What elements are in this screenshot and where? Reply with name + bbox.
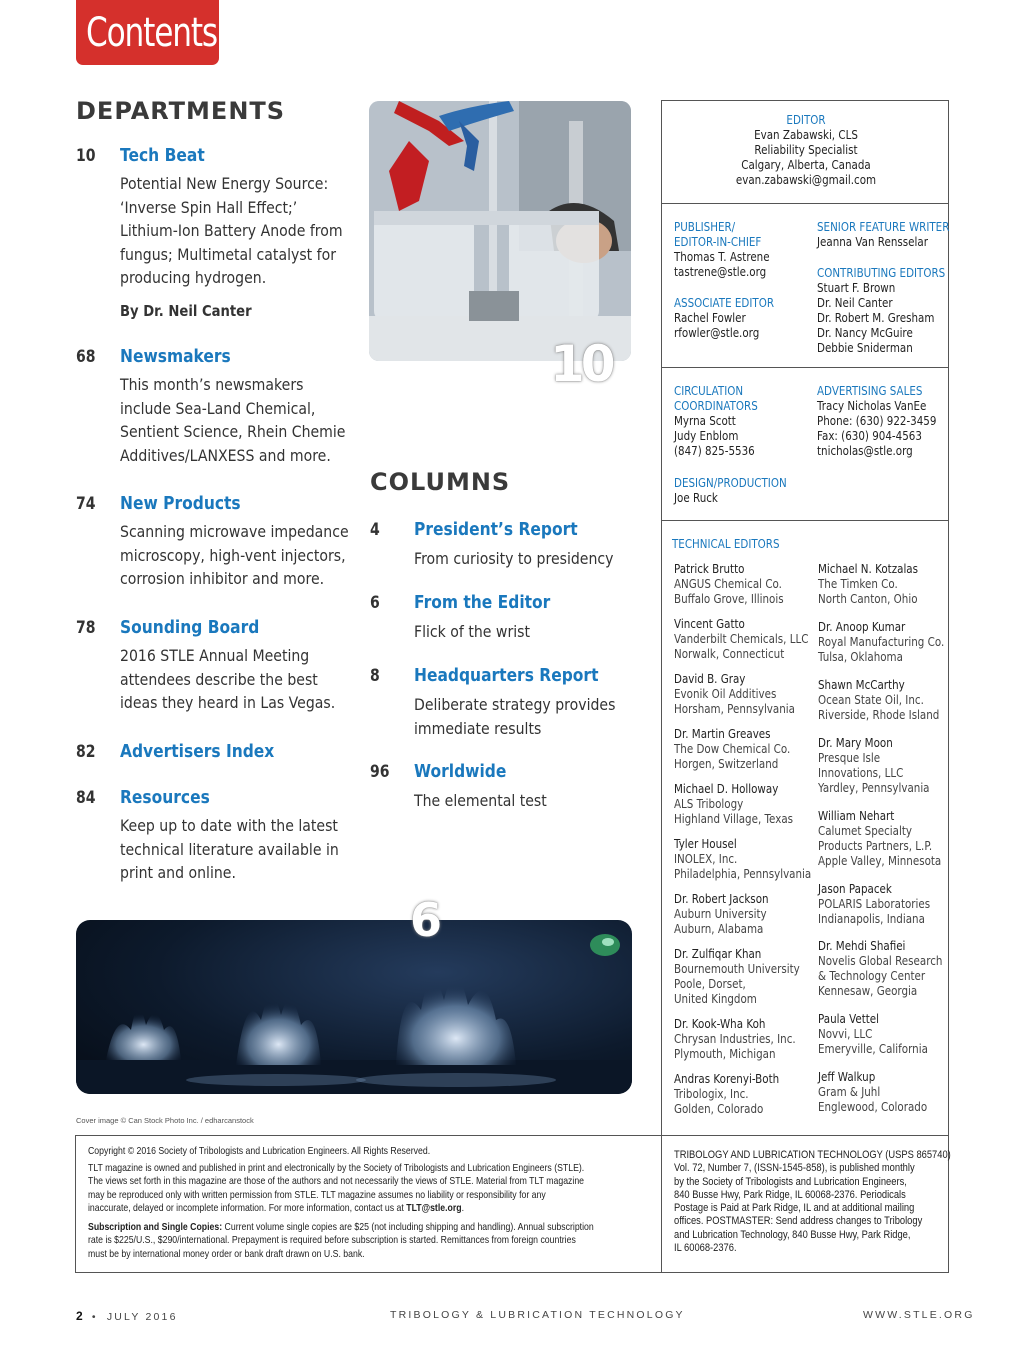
- editor-affiliation: Chrysan Industries, Inc.: [674, 1032, 796, 1046]
- copyright-text: may be reproduced only with written permission from STLE. TLT magazine assumes no liability or responsibility for any: [88, 1188, 546, 1201]
- contributing-line: Dr. Nancy McGuire: [817, 326, 913, 340]
- desc-line: Flick of the wrist: [414, 622, 530, 641]
- column-title[interactable]: Headquarters Report: [414, 665, 599, 686]
- editor-name: Dr. Anoop Kumar: [818, 620, 906, 634]
- editor-email[interactable]: evan.zabawski@gmail.com: [735, 173, 877, 187]
- tech-editor-entry: [818, 1012, 946, 1057]
- circulation-label: CIRCULATION: [674, 384, 744, 398]
- desc-line: corrosion inhibitor and more.: [120, 569, 325, 588]
- editor-affiliation: ANGUS Chemical Co.: [674, 577, 782, 591]
- dept-title[interactable]: Newsmakers: [120, 346, 231, 367]
- tech-editor-entry: [674, 672, 815, 717]
- tech-editor-entry: [818, 1070, 945, 1115]
- publication-line: and Lubrication Technology, 840 Busse Hwy, Park Ridge,: [674, 1228, 911, 1241]
- editor-location: Emeryville, California: [818, 1042, 928, 1056]
- circulation-line: Myrna Scott: [674, 414, 736, 428]
- subscription-text: rate is $225/U.S., $290/international. Prepayment is required before subscription is started. Remittances from foreign countries: [88, 1234, 576, 1247]
- desc-line: Potential New Energy Source:: [120, 174, 329, 193]
- tech-editor-entry: [818, 809, 961, 869]
- column-title[interactable]: From the Editor: [414, 592, 551, 613]
- publication-line: Postage is Paid at Park Ridge, IL and at additional mailing: [674, 1202, 915, 1215]
- page-number: 84: [76, 788, 96, 807]
- divider: [662, 203, 948, 204]
- editor-name: Michael N. Kotzalas: [818, 562, 919, 576]
- desc-line: immediate results: [414, 718, 542, 738]
- publication-line: offices. POSTMASTER: Send address changes to Tribology: [674, 1215, 923, 1228]
- associate-email[interactable]: rfowler@stle.org: [674, 326, 760, 340]
- editor-location: Yardley, Pennsylvania: [818, 781, 930, 795]
- editor-affiliation: Ocean State Oil, Inc.: [818, 693, 924, 707]
- column-description: [414, 620, 654, 644]
- editor-location: Apple Valley, Minnesota: [818, 854, 942, 868]
- advertising-email[interactable]: tnicholas@stle.org: [817, 444, 913, 458]
- publisher-label: PUBLISHER/: [674, 220, 736, 234]
- contributing-editors-block: [817, 266, 966, 356]
- editor-name: Jason Papacek: [818, 882, 892, 896]
- desc-line: technical literature available in: [120, 839, 339, 859]
- dept-description: [120, 373, 390, 467]
- senior-line: Jeanna Van Rensselar: [817, 235, 928, 249]
- desc-line: 2016 STLE Annual Meeting: [120, 646, 310, 665]
- lab-equipment-illustration: [369, 101, 631, 361]
- copyright-text: inaccurate, delayed or incomplete information. For more information, contact us at: [88, 1201, 404, 1214]
- contact-email[interactable]: TLT@stle.org: [406, 1201, 462, 1214]
- tech-editor-entry: [674, 1017, 815, 1062]
- subscription-label: Subscription and Single Copies:: [88, 1221, 223, 1233]
- tech-editor-entry: [674, 837, 834, 882]
- tech-editor-entry: [818, 562, 934, 607]
- publication-statement: [674, 1149, 951, 1255]
- editor-name: Andras Korenyi-Both: [674, 1072, 780, 1086]
- editor-line: Evan Zabawski, CLS: [754, 128, 858, 142]
- page-number: 96: [370, 762, 390, 781]
- footer-left: [76, 1309, 178, 1323]
- copyright-text: The views set forth in this magazine are those of the authors and not necessarily the views of STLE. Material from TLT magazine: [88, 1175, 585, 1188]
- footer-website[interactable]: WWW.STLE.ORG: [863, 1309, 975, 1321]
- tech-editor-entry: [818, 882, 948, 927]
- dept-title[interactable]: Advertisers Index: [120, 741, 275, 762]
- editor-location: Philadelphia, Pennsylvania: [674, 867, 812, 881]
- editor-affiliation: POLARIS Laboratories: [818, 897, 931, 911]
- dept-title[interactable]: Resources: [120, 787, 210, 808]
- subscription-paragraph: [88, 1221, 594, 1261]
- editor-name: David B. Gray: [674, 672, 746, 686]
- editor-affiliation: ALS Tribology: [674, 797, 744, 811]
- page-number: 4: [370, 520, 380, 539]
- desc-line: Additives/LANXESS and more.: [120, 445, 331, 465]
- column-title[interactable]: Worldwide: [414, 761, 507, 782]
- editor-location: Tulsa, Oklahoma: [818, 650, 903, 664]
- dept-title[interactable]: Tech Beat: [120, 145, 205, 166]
- advertising-line: Phone: (630) 922-3459: [817, 414, 937, 428]
- page-number: 82: [76, 742, 96, 761]
- editor-line: Reliability Specialist: [754, 143, 858, 157]
- desc-line: Scanning microwave impedance: [120, 522, 349, 541]
- editor-affiliation: Royal Manufacturing Co.: [818, 635, 945, 649]
- copyright-text: TLT magazine is owned and published in print and electronically by the Society of Tribologists and Lubrication Engineers (STLE).: [88, 1162, 585, 1174]
- tech-editor-entry: [674, 562, 801, 607]
- page-number: 2: [76, 1309, 83, 1323]
- advertising-line: Tracy Nicholas VanEe: [817, 399, 927, 413]
- departments-heading: DEPARTMENTS: [76, 97, 286, 125]
- desc-line: The elemental test: [414, 791, 547, 810]
- circulation-block: [674, 384, 771, 459]
- contents-tab: [76, 0, 219, 65]
- design-line: Joe Ruck: [674, 491, 718, 505]
- editor-location: North Canton, Ohio: [818, 592, 918, 606]
- editor-affiliation: Tribologix, Inc.: [674, 1087, 749, 1101]
- editor-location: Horgen, Switzerland: [674, 757, 779, 771]
- editor-affiliation: Novvi, LLC: [818, 1027, 873, 1041]
- editor-affiliation: Auburn University: [674, 907, 767, 921]
- tech-editor-entry: [674, 947, 820, 1007]
- publisher-block: [674, 220, 785, 280]
- dept-description: [120, 814, 390, 885]
- editor-location: Highland Village, Texas: [674, 812, 794, 826]
- tech-editor-entry: [674, 782, 812, 827]
- issue-date: JULY 2016: [106, 1311, 178, 1323]
- photo-page-number-bottom: 6: [410, 893, 443, 947]
- editor-location: Riverside, Rhode Island: [818, 708, 940, 722]
- desc-line: ‘Inverse Spin Hall Effect;’: [120, 197, 298, 217]
- editor-affiliation: Novelis Global Research: [818, 954, 943, 968]
- footer-separator: •: [91, 1311, 98, 1323]
- editor-affiliation: Presque Isle: [818, 751, 881, 765]
- copyright-box: [75, 1135, 662, 1273]
- byline: By Dr. Neil Canter: [120, 302, 252, 320]
- editor-location: Norwalk, Connecticut: [674, 647, 785, 661]
- desc-line: attendees describe the best: [120, 669, 318, 689]
- desc-line: Keep up to date with the latest: [120, 816, 338, 835]
- footer-publication-name: TRIBOLOGY & LUBRICATION TECHNOLOGY: [390, 1309, 685, 1321]
- editor-name: Dr. Zulfiqar Khan: [674, 947, 762, 961]
- circulation-phone: (847) 825-5536: [674, 444, 755, 458]
- contributing-label: CONTRIBUTING EDITORS: [817, 266, 946, 280]
- editor-affiliation: INOLEX, Inc.: [674, 852, 738, 866]
- publisher-email[interactable]: tastrene@stle.org: [674, 265, 767, 279]
- columns-heading: COLUMNS: [370, 468, 511, 496]
- copyright-paragraph: TLT magazine is owned and published in print and electronically by the Society of Tribologists and Lubrication Engineers (STLE). The views set forth in this magazine are those of the authors and not necessarily the views of STLE. Material from TLT magazine may be reproduced only with written permission from STLE. TLT magazine assumes no liability or responsibility for any inaccurate, delayed or incomplete information. For more information, contact us at TLT@stle.org.: [88, 1162, 585, 1214]
- dept-description: [120, 520, 390, 591]
- dept-description: [120, 644, 390, 715]
- editor-affiliation: Vanderbilt Chemicals, LLC: [674, 632, 809, 646]
- circulation-label: COORDINATORS: [674, 399, 758, 413]
- tech-editor-entry: [674, 892, 784, 937]
- technical-label: TECHNICAL EDITORS: [672, 537, 780, 551]
- publication-line: IL 60068-2376.: [674, 1242, 737, 1255]
- dept-title[interactable]: New Products: [120, 493, 241, 514]
- tech-editor-entry: [818, 678, 959, 723]
- associate-line: Rachel Fowler: [674, 311, 746, 325]
- dept-description: [120, 172, 390, 290]
- publication-line: Vol. 72, Number 7, (ISSN-1545-858), is published monthly: [674, 1162, 915, 1175]
- page-number: 8: [370, 666, 380, 685]
- advertising-line: Fax: (630) 904-4563: [817, 429, 922, 443]
- desc-line: print and online.: [120, 863, 236, 882]
- copyright-line: Copyright © 2016 Society of Tribologists and Lubrication Engineers. All Rights Reserved.: [88, 1145, 431, 1157]
- editor-name: Patrick Brutto: [674, 562, 745, 576]
- page-number: 74: [76, 494, 96, 513]
- publication-line: 840 Busse Hwy, Park Ridge, IL 60068-2376. Periodicals: [674, 1188, 906, 1201]
- editor-affiliation: Bournemouth University: [674, 962, 800, 976]
- column-description: [414, 693, 654, 740]
- editor-affiliation: The Timken Co.: [818, 577, 898, 591]
- dept-title[interactable]: Sounding Board: [120, 617, 260, 638]
- tech-editor-entry: [818, 736, 948, 796]
- design-label: DESIGN/PRODUCTION: [674, 476, 787, 490]
- tech-editor-entry: [674, 727, 809, 772]
- contributing-line: Debbie Sniderman: [817, 341, 913, 355]
- publication-line: TRIBOLOGY AND LUBRICATION TECHNOLOGY (USPS 865740): [674, 1149, 951, 1161]
- divider: [662, 367, 948, 368]
- desc-line: Sentient Science, Rhein Chemie: [120, 422, 346, 441]
- page-number: 6: [370, 593, 380, 612]
- desc-line: Lithium-Ion Battery Anode from: [120, 221, 343, 240]
- publisher-label: EDITOR-IN-CHIEF: [674, 235, 762, 249]
- water-splash-illustration: [76, 920, 632, 1094]
- editor-name: Jeff Walkup: [818, 1070, 876, 1084]
- editor-name: Shawn McCarthy: [818, 678, 905, 692]
- editor-location: Poole, Dorset,: [674, 977, 746, 991]
- column-description: [414, 547, 654, 571]
- editor-affiliation: Products Partners, L.P.: [818, 839, 933, 853]
- page-number: 78: [76, 618, 96, 637]
- editor-location: Kennesaw, Georgia: [818, 984, 918, 998]
- editor-name: Dr. Kook-Wha Koh: [674, 1017, 766, 1031]
- subscription-text: must be by international money order or bank draft drawn on U.S. bank.: [88, 1247, 365, 1260]
- editor-affiliation: The Dow Chemical Co.: [674, 742, 791, 756]
- editor-location: Indianapolis, Indiana: [818, 912, 925, 926]
- editor-location: United Kingdom: [674, 992, 757, 1006]
- page-number: 10: [76, 146, 96, 165]
- editor-location: Auburn, Alabama: [674, 922, 764, 936]
- design-block: [674, 476, 805, 506]
- desc-line: include Sea-Land Chemical,: [120, 398, 316, 418]
- water-splash-photo: [76, 920, 632, 1094]
- editor-name: Michael D. Holloway: [674, 782, 779, 796]
- divider: [662, 520, 948, 521]
- advertising-block: [817, 384, 956, 459]
- editor-affiliation: & Technology Center: [818, 969, 926, 983]
- editor-name: Dr. Robert Jackson: [674, 892, 769, 906]
- editor-name: Tyler Housel: [674, 837, 737, 851]
- desc-line: microscopy, high-vent injectors,: [120, 545, 346, 565]
- column-title[interactable]: President’s Report: [414, 519, 578, 540]
- editor-location: Horsham, Pennsylvania: [674, 702, 795, 716]
- editor-label: EDITOR: [786, 113, 826, 127]
- page-number: 68: [76, 347, 96, 366]
- photo-page-number-top: 10: [550, 335, 612, 393]
- circulation-line: Judy Enblom: [674, 429, 739, 443]
- contributing-line: Stuart F. Brown: [817, 281, 896, 295]
- column-description: [414, 789, 654, 813]
- advertising-label: ADVERTISING SALES: [817, 384, 923, 398]
- contents-title: Contents: [86, 10, 217, 56]
- subscription-text: Current volume single copies are $25 (not including shipping and handling). Annual subscription: [224, 1221, 594, 1233]
- contributing-line: Dr. Neil Canter: [817, 296, 893, 310]
- editor-name: Dr. Mehdi Shafiei: [818, 939, 906, 953]
- tech-editor-entry: [818, 620, 965, 665]
- senior-writer-block: [817, 220, 971, 250]
- lab-equipment-photo: [369, 101, 631, 361]
- technical-editors-heading: [672, 537, 797, 552]
- desc-line: ideas they heard in Las Vegas.: [120, 693, 336, 712]
- contributing-line: Dr. Robert M. Gresham: [817, 311, 935, 325]
- editor-location: Englewood, Colorado: [818, 1100, 928, 1114]
- editor-block: [662, 113, 950, 188]
- editor-name: Vincent Gatto: [674, 617, 745, 631]
- tech-editor-entry: [674, 617, 830, 662]
- senior-label: SENIOR FEATURE WRITER: [817, 220, 950, 234]
- desc-line: This month’s newsmakers: [120, 375, 304, 394]
- desc-line: producing hydrogen.: [120, 268, 267, 287]
- associate-label: ASSOCIATE EDITOR: [674, 296, 775, 310]
- publisher-line: Thomas T. Astrene: [674, 250, 770, 264]
- editor-line: Calgary, Alberta, Canada: [741, 158, 871, 172]
- editor-affiliation: Gram & Juhl: [818, 1085, 881, 1099]
- editor-name: Paula Vettel: [818, 1012, 880, 1026]
- divider: [662, 1135, 948, 1136]
- editor-location: Golden, Colorado: [674, 1102, 764, 1116]
- editor-affiliation: Evonik Oil Additives: [674, 687, 777, 701]
- masthead: [661, 100, 949, 1273]
- editor-location: Buffalo Grove, Illinois: [674, 592, 784, 606]
- editor-name: William Nehart: [818, 809, 895, 823]
- editor-name: Dr. Mary Moon: [818, 736, 893, 750]
- cover-image-credit: Cover image © Can Stock Photo Inc. / edharcanstock: [76, 1116, 254, 1125]
- tech-editor-entry: [818, 939, 963, 999]
- desc-line: fungus; Multimetal catalyst for: [120, 244, 337, 264]
- tech-editor-entry: [674, 1072, 796, 1117]
- desc-line: From curiosity to presidency: [414, 549, 614, 568]
- editor-name: Dr. Martin Greaves: [674, 727, 771, 741]
- desc-line: Deliberate strategy provides: [414, 695, 616, 714]
- publication-line: by the Society of Tribologists and Lubrication Engineers,: [674, 1175, 907, 1188]
- editor-location: Plymouth, Michigan: [674, 1047, 776, 1061]
- associate-editor-block: [674, 296, 790, 341]
- editor-affiliation: Calumet Specialty: [818, 824, 913, 838]
- editor-location: Innovations, LLC: [818, 766, 904, 780]
